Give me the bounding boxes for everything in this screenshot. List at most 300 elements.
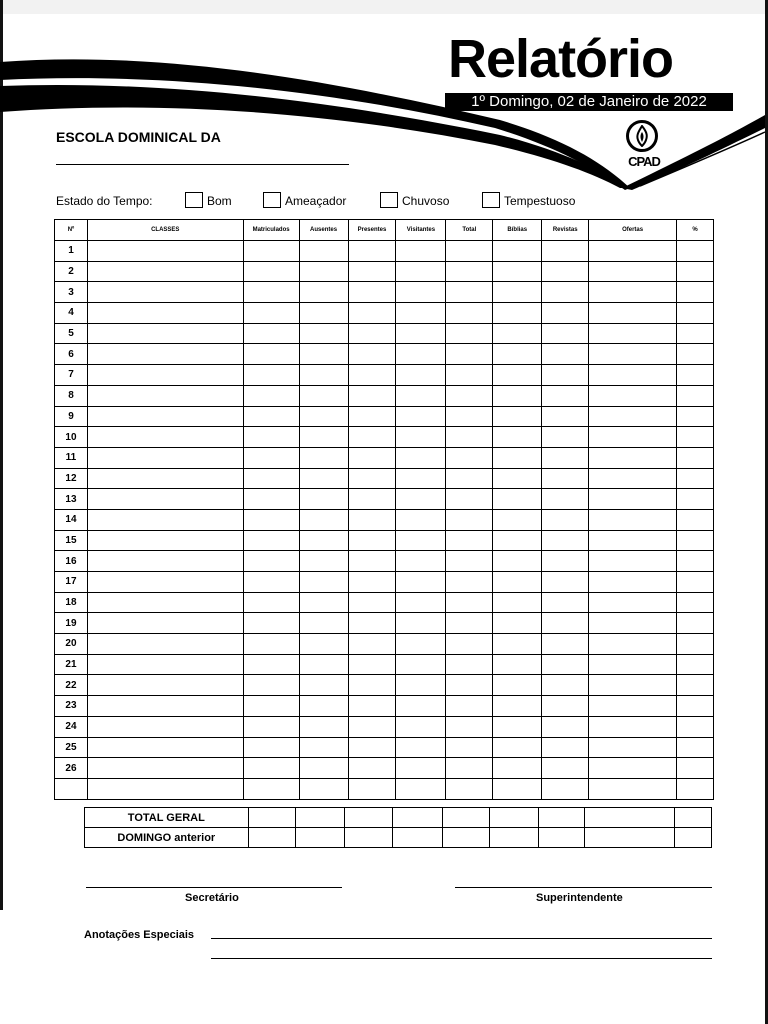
table-cell[interactable]: [493, 468, 542, 489]
table-cell[interactable]: [589, 282, 677, 303]
table-cell[interactable]: [542, 427, 589, 448]
table-cell[interactable]: [348, 447, 396, 468]
table-cell[interactable]: [243, 282, 299, 303]
table-cell[interactable]: [493, 303, 542, 324]
table-cell[interactable]: [589, 551, 677, 572]
checkbox[interactable]: [380, 192, 398, 208]
table-cell[interactable]: [243, 530, 299, 551]
table-cell[interactable]: [442, 808, 489, 828]
table-cell[interactable]: [248, 808, 296, 828]
table-cell[interactable]: [585, 808, 675, 828]
table-cell[interactable]: [676, 241, 713, 262]
table-cell[interactable]: [243, 468, 299, 489]
table-cell[interactable]: [676, 447, 713, 468]
table-cell[interactable]: [542, 716, 589, 737]
table-cell[interactable]: [493, 634, 542, 655]
table-cell[interactable]: [243, 261, 299, 282]
table-cell[interactable]: [348, 427, 396, 448]
table-cell[interactable]: [396, 509, 446, 530]
table-cell[interactable]: [348, 530, 396, 551]
table-cell[interactable]: [243, 323, 299, 344]
table-cell[interactable]: [299, 344, 348, 365]
table-cell[interactable]: [542, 778, 589, 799]
table-cell[interactable]: [589, 303, 677, 324]
table-cell[interactable]: [299, 282, 348, 303]
secretario-signature-line[interactable]: [86, 887, 342, 888]
table-cell[interactable]: [493, 778, 542, 799]
table-cell[interactable]: [446, 282, 493, 303]
table-cell[interactable]: [676, 551, 713, 572]
table-cell[interactable]: [676, 592, 713, 613]
table-cell[interactable]: [542, 696, 589, 717]
table-cell[interactable]: [676, 654, 713, 675]
table-cell[interactable]: [446, 385, 493, 406]
table-cell[interactable]: [676, 427, 713, 448]
table-cell[interactable]: [589, 675, 677, 696]
table-cell[interactable]: [446, 592, 493, 613]
table-cell[interactable]: [348, 675, 396, 696]
table-cell[interactable]: [676, 385, 713, 406]
table-cell[interactable]: [676, 323, 713, 344]
table-cell[interactable]: [542, 406, 589, 427]
table-cell[interactable]: [396, 447, 446, 468]
table-cell[interactable]: [589, 696, 677, 717]
table-cell[interactable]: [87, 654, 243, 675]
table-cell[interactable]: [542, 489, 589, 510]
table-cell[interactable]: [348, 241, 396, 262]
table-cell[interactable]: [676, 530, 713, 551]
table-cell[interactable]: [396, 634, 446, 655]
table-cell[interactable]: [446, 323, 493, 344]
table-cell[interactable]: [446, 509, 493, 530]
table-cell[interactable]: [446, 613, 493, 634]
table-cell[interactable]: [243, 592, 299, 613]
table-cell[interactable]: [676, 282, 713, 303]
table-cell[interactable]: [396, 468, 446, 489]
table-cell[interactable]: [542, 737, 589, 758]
checkbox[interactable]: [482, 192, 500, 208]
table-cell[interactable]: [493, 592, 542, 613]
table-cell[interactable]: [446, 758, 493, 779]
table-cell[interactable]: [87, 778, 243, 799]
table-cell[interactable]: [446, 406, 493, 427]
table-cell[interactable]: [87, 530, 243, 551]
table-cell[interactable]: [243, 572, 299, 593]
table-cell[interactable]: [299, 509, 348, 530]
table-cell[interactable]: [396, 716, 446, 737]
table-cell[interactable]: [542, 303, 589, 324]
table-cell[interactable]: [589, 613, 677, 634]
table-cell[interactable]: [446, 447, 493, 468]
table-cell[interactable]: [396, 551, 446, 572]
table-cell[interactable]: [493, 261, 542, 282]
table-cell[interactable]: [542, 385, 589, 406]
table-cell[interactable]: [442, 828, 489, 848]
table-cell[interactable]: [348, 344, 396, 365]
table-cell[interactable]: [243, 551, 299, 572]
table-cell[interactable]: [296, 808, 345, 828]
table-cell[interactable]: [446, 365, 493, 386]
table-cell[interactable]: [675, 828, 712, 848]
table-cell[interactable]: [243, 634, 299, 655]
table-cell[interactable]: [493, 572, 542, 593]
table-cell[interactable]: [299, 737, 348, 758]
table-cell[interactable]: [87, 716, 243, 737]
table-cell[interactable]: [87, 592, 243, 613]
table-cell[interactable]: [396, 737, 446, 758]
table-cell[interactable]: [87, 261, 243, 282]
table-cell[interactable]: [243, 509, 299, 530]
table-cell[interactable]: [299, 634, 348, 655]
table-cell[interactable]: [493, 737, 542, 758]
table-cell[interactable]: [676, 261, 713, 282]
table-cell[interactable]: [243, 427, 299, 448]
table-cell[interactable]: [589, 323, 677, 344]
table-cell[interactable]: [542, 468, 589, 489]
table-cell[interactable]: [243, 758, 299, 779]
table-cell[interactable]: [493, 427, 542, 448]
table-cell[interactable]: [675, 808, 712, 828]
table-cell[interactable]: [348, 406, 396, 427]
table-cell[interactable]: [446, 303, 493, 324]
table-cell[interactable]: [589, 634, 677, 655]
table-cell[interactable]: [676, 737, 713, 758]
table-cell[interactable]: [396, 365, 446, 386]
table-cell[interactable]: [299, 551, 348, 572]
table-cell[interactable]: [243, 447, 299, 468]
superintendente-label: Superintendente: [536, 892, 623, 904]
table-cell[interactable]: [87, 551, 243, 572]
table-cell[interactable]: [87, 241, 243, 262]
table-cell[interactable]: [446, 654, 493, 675]
table-cell[interactable]: [87, 385, 243, 406]
table-cell[interactable]: [243, 344, 299, 365]
table-cell[interactable]: [348, 509, 396, 530]
table-cell[interactable]: [345, 808, 393, 828]
table-cell[interactable]: [542, 282, 589, 303]
table-cell[interactable]: [446, 737, 493, 758]
table-cell[interactable]: [542, 365, 589, 386]
table-cell[interactable]: [493, 489, 542, 510]
table-cell[interactable]: [489, 828, 538, 848]
table-cell[interactable]: [87, 344, 243, 365]
table-cell[interactable]: [396, 696, 446, 717]
table-cell[interactable]: [676, 696, 713, 717]
table-cell[interactable]: [87, 427, 243, 448]
table-cell[interactable]: [396, 344, 446, 365]
table-cell[interactable]: [493, 696, 542, 717]
table-cell[interactable]: [299, 427, 348, 448]
table-cell[interactable]: [493, 716, 542, 737]
table-cell[interactable]: [542, 509, 589, 530]
table-cell[interactable]: [493, 509, 542, 530]
table-cell[interactable]: [299, 365, 348, 386]
table-cell[interactable]: [676, 303, 713, 324]
table-cell[interactable]: [348, 261, 396, 282]
table-cell[interactable]: [299, 592, 348, 613]
table-cell[interactable]: [676, 365, 713, 386]
table-cell[interactable]: [676, 468, 713, 489]
table-cell[interactable]: [348, 365, 396, 386]
table-cell[interactable]: [396, 323, 446, 344]
superintendente-signature-line[interactable]: [455, 887, 712, 888]
table-cell[interactable]: [542, 344, 589, 365]
table-cell[interactable]: [589, 385, 677, 406]
table-cell[interactable]: [396, 778, 446, 799]
notes-line[interactable]: [211, 938, 712, 939]
table-cell[interactable]: [446, 489, 493, 510]
table-cell[interactable]: [446, 696, 493, 717]
table-cell[interactable]: [299, 675, 348, 696]
table-cell[interactable]: [585, 828, 675, 848]
table-cell[interactable]: [676, 778, 713, 799]
table-cell[interactable]: [348, 634, 396, 655]
table-cell[interactable]: [542, 592, 589, 613]
table-cell[interactable]: [589, 530, 677, 551]
table-cell[interactable]: [299, 241, 348, 262]
table-cell[interactable]: [493, 613, 542, 634]
table-cell[interactable]: [299, 385, 348, 406]
table-cell[interactable]: [243, 489, 299, 510]
table-cell[interactable]: [348, 592, 396, 613]
table-cell[interactable]: [396, 261, 446, 282]
table-cell[interactable]: [299, 489, 348, 510]
table-cell[interactable]: [348, 468, 396, 489]
table-cell[interactable]: [243, 675, 299, 696]
table-cell[interactable]: [542, 634, 589, 655]
table-cell[interactable]: [446, 261, 493, 282]
table-cell[interactable]: [676, 716, 713, 737]
table-cell[interactable]: [348, 758, 396, 779]
table-cell[interactable]: [348, 489, 396, 510]
table-cell[interactable]: [589, 489, 677, 510]
table-cell[interactable]: [589, 758, 677, 779]
table-cell[interactable]: [243, 716, 299, 737]
table-cell[interactable]: [299, 406, 348, 427]
row-number: 20: [55, 634, 88, 655]
table-cell[interactable]: [348, 551, 396, 572]
table-cell[interactable]: [296, 828, 345, 848]
table-cell[interactable]: [493, 282, 542, 303]
table-cell[interactable]: [493, 758, 542, 779]
table-cell[interactable]: [542, 323, 589, 344]
table-cell[interactable]: [87, 303, 243, 324]
table-cell[interactable]: [493, 675, 542, 696]
table-cell[interactable]: [243, 303, 299, 324]
table-cell[interactable]: [299, 613, 348, 634]
table-cell[interactable]: [87, 282, 243, 303]
table-cell[interactable]: [493, 241, 542, 262]
table-cell[interactable]: [542, 654, 589, 675]
table-cell[interactable]: [396, 489, 446, 510]
table-cell[interactable]: [87, 365, 243, 386]
escola-name-field[interactable]: [56, 164, 349, 165]
table-cell[interactable]: [446, 468, 493, 489]
table-cell[interactable]: [589, 406, 677, 427]
table-cell[interactable]: [348, 303, 396, 324]
table-cell[interactable]: [538, 808, 585, 828]
table-cell[interactable]: [446, 551, 493, 572]
table-cell[interactable]: [589, 737, 677, 758]
table-cell[interactable]: [446, 634, 493, 655]
notes-line[interactable]: [211, 958, 712, 959]
table-cell[interactable]: [299, 323, 348, 344]
table-cell[interactable]: [489, 808, 538, 828]
table-cell[interactable]: [299, 530, 348, 551]
table-cell[interactable]: [87, 758, 243, 779]
table-cell[interactable]: [446, 344, 493, 365]
table-cell[interactable]: [446, 427, 493, 448]
table-cell[interactable]: [87, 468, 243, 489]
table-cell[interactable]: [589, 778, 677, 799]
table-cell[interactable]: [299, 758, 348, 779]
table-cell[interactable]: [446, 241, 493, 262]
table-cell[interactable]: [243, 385, 299, 406]
table-cell[interactable]: [299, 654, 348, 675]
table-cell[interactable]: [493, 447, 542, 468]
table-cell[interactable]: [348, 716, 396, 737]
table-cell[interactable]: [542, 530, 589, 551]
table-cell[interactable]: [493, 385, 542, 406]
table-cell[interactable]: [676, 675, 713, 696]
table-cell[interactable]: [589, 468, 677, 489]
table-cell[interactable]: [676, 634, 713, 655]
table-cell[interactable]: [446, 778, 493, 799]
table-cell[interactable]: [493, 323, 542, 344]
table-cell[interactable]: [589, 344, 677, 365]
table-cell[interactable]: [87, 489, 243, 510]
table-cell[interactable]: [348, 282, 396, 303]
table-cell[interactable]: [396, 758, 446, 779]
table-cell[interactable]: [348, 696, 396, 717]
table-cell[interactable]: [87, 509, 243, 530]
table-cell[interactable]: [348, 385, 396, 406]
table-cell[interactable]: [87, 323, 243, 344]
table-cell[interactable]: [348, 737, 396, 758]
table-cell[interactable]: [243, 406, 299, 427]
table-cell[interactable]: [243, 241, 299, 262]
table-cell[interactable]: [243, 613, 299, 634]
table-cell[interactable]: [676, 572, 713, 593]
table-cell[interactable]: [676, 758, 713, 779]
table-cell[interactable]: [542, 572, 589, 593]
table-cell[interactable]: [87, 447, 243, 468]
table-cell[interactable]: [676, 489, 713, 510]
table-cell[interactable]: [243, 696, 299, 717]
table-cell[interactable]: [299, 261, 348, 282]
table-cell[interactable]: [299, 778, 348, 799]
table-cell[interactable]: [589, 716, 677, 737]
table-cell[interactable]: [589, 509, 677, 530]
table-cell[interactable]: [243, 365, 299, 386]
table-cell[interactable]: [345, 828, 393, 848]
table-cell[interactable]: [676, 509, 713, 530]
table-cell[interactable]: [348, 654, 396, 675]
table-cell[interactable]: [396, 654, 446, 675]
checkbox[interactable]: [185, 192, 203, 208]
table-cell[interactable]: [396, 406, 446, 427]
table-cell[interactable]: [589, 241, 677, 262]
table-cell[interactable]: [542, 758, 589, 779]
table-cell[interactable]: [589, 261, 677, 282]
table-cell[interactable]: [396, 427, 446, 448]
table-cell[interactable]: [299, 303, 348, 324]
table-cell[interactable]: [676, 613, 713, 634]
checkbox[interactable]: [263, 192, 281, 208]
table-cell[interactable]: [589, 654, 677, 675]
table-cell[interactable]: [542, 447, 589, 468]
table-cell[interactable]: [493, 654, 542, 675]
table-cell[interactable]: [493, 530, 542, 551]
table-cell[interactable]: [396, 572, 446, 593]
table-cell[interactable]: [87, 737, 243, 758]
table-cell[interactable]: [446, 530, 493, 551]
table-cell[interactable]: [243, 737, 299, 758]
table-cell[interactable]: [589, 592, 677, 613]
table-cell[interactable]: [542, 675, 589, 696]
table-cell[interactable]: [87, 613, 243, 634]
table-cell[interactable]: [676, 406, 713, 427]
table-cell[interactable]: [87, 675, 243, 696]
table-cell[interactable]: [87, 696, 243, 717]
table-cell[interactable]: [299, 468, 348, 489]
table-cell[interactable]: [87, 572, 243, 593]
table-cell[interactable]: [248, 828, 296, 848]
table-cell[interactable]: [589, 572, 677, 593]
table-cell[interactable]: [493, 406, 542, 427]
table-cell[interactable]: [243, 778, 299, 799]
table-cell[interactable]: [348, 323, 396, 344]
table-cell[interactable]: [493, 551, 542, 572]
table-cell[interactable]: [542, 241, 589, 262]
table-cell[interactable]: [446, 716, 493, 737]
table-cell[interactable]: [542, 613, 589, 634]
table-cell[interactable]: [396, 282, 446, 303]
table-cell[interactable]: [243, 654, 299, 675]
table-cell[interactable]: [396, 303, 446, 324]
table-cell[interactable]: [538, 828, 585, 848]
table-cell[interactable]: [396, 613, 446, 634]
table-cell[interactable]: [299, 716, 348, 737]
table-cell[interactable]: [542, 551, 589, 572]
table-cell[interactable]: [396, 385, 446, 406]
table-cell[interactable]: [676, 344, 713, 365]
table-cell[interactable]: [396, 592, 446, 613]
table-cell[interactable]: [396, 241, 446, 262]
table-cell[interactable]: [299, 572, 348, 593]
table-cell[interactable]: [396, 675, 446, 696]
column-header: Bíblias: [493, 220, 542, 241]
table-cell[interactable]: [493, 365, 542, 386]
table-cell[interactable]: [299, 447, 348, 468]
table-cell[interactable]: [589, 447, 677, 468]
table-cell[interactable]: [87, 634, 243, 655]
table-cell[interactable]: [393, 828, 443, 848]
table-cell[interactable]: [393, 808, 443, 828]
table-cell[interactable]: [348, 778, 396, 799]
table-cell[interactable]: [348, 613, 396, 634]
table-cell[interactable]: [87, 406, 243, 427]
table-cell[interactable]: [446, 675, 493, 696]
table-cell[interactable]: [542, 261, 589, 282]
table-cell[interactable]: [493, 344, 542, 365]
table-cell[interactable]: [396, 530, 446, 551]
table-cell[interactable]: [446, 572, 493, 593]
table-cell[interactable]: [299, 696, 348, 717]
table-cell[interactable]: [589, 427, 677, 448]
table-cell[interactable]: [348, 572, 396, 593]
table-cell[interactable]: [589, 365, 677, 386]
